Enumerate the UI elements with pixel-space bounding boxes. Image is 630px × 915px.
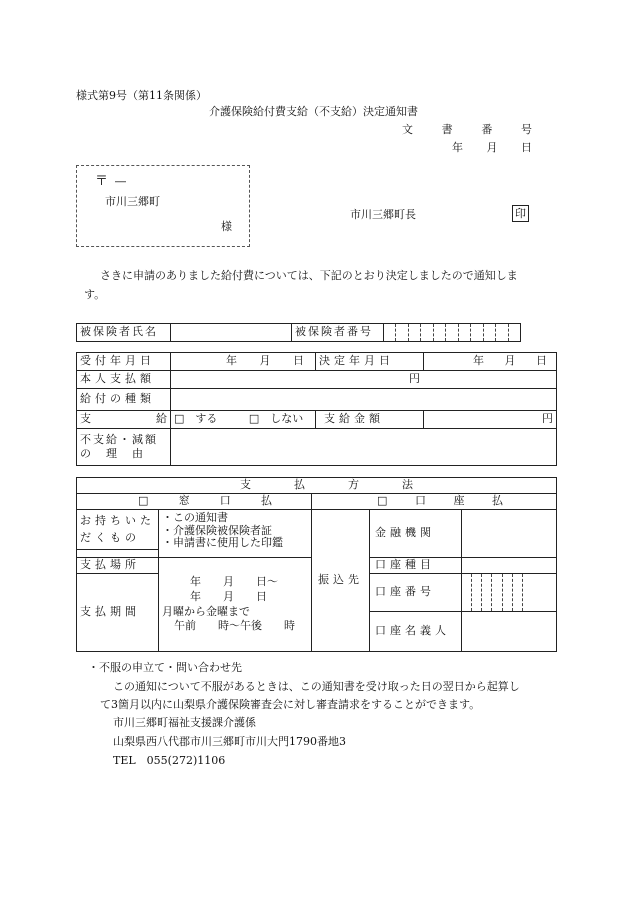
- recipient-town: 市川三郷町: [105, 195, 160, 208]
- account-payment-option[interactable]: □ 口 座 払: [312, 494, 557, 510]
- insured-name-field[interactable]: [171, 324, 292, 342]
- document-number-label: 文 書 番 号: [402, 123, 532, 136]
- bring-item: ・介護保険被保険者証: [162, 523, 272, 537]
- objection-line-1: この通知について不服があるときは、この通知書を受け取った日の翌日から起算し: [113, 680, 520, 693]
- account-holder-label: 口座名義人: [370, 612, 462, 652]
- payment-method-table: [76, 477, 557, 652]
- contact-phone: TEL 055(272)1106: [113, 754, 226, 767]
- payment-decision-options[interactable]: [171, 411, 316, 429]
- form-number: 様式第9号（第11条関係）: [76, 89, 207, 102]
- contact-address: 山梨県西八代郡市川三郷町市川大門1790番地3: [113, 735, 346, 748]
- intro-line-1: さきに申請のありました給付費については、下記のとおり決定しましたので通知しま: [100, 269, 518, 282]
- intro-line-2: す。: [84, 288, 106, 301]
- objection-line-2: て3箇月以内に山梨県介護保険審査会に対し審査請求をすることができます。: [100, 698, 481, 711]
- account-number-label: 口座番号: [370, 574, 462, 612]
- payment-place-label: 支払場所: [77, 558, 159, 574]
- receipt-date-field[interactable]: 年 月 日: [171, 353, 316, 371]
- bring-items-label-spacer: [77, 550, 159, 558]
- seal-mark: 印: [512, 205, 529, 222]
- insured-table: [76, 323, 521, 342]
- decision-table: [76, 352, 557, 466]
- benefit-type-label: 給付の種類: [77, 389, 171, 411]
- account-type-field[interactable]: [462, 558, 557, 574]
- address-box: [76, 165, 250, 247]
- bring-item: ・申請書に使用した印鑑: [162, 536, 283, 550]
- decision-date-label: 決定年月日: [316, 353, 424, 371]
- page-title: 介護保険給付費支給（不支給）決定通知書: [209, 105, 418, 118]
- transfer-destination-label: 振込先: [312, 510, 370, 652]
- option-no[interactable]: □ しない: [248, 412, 304, 426]
- benefit-type-field[interactable]: [171, 389, 557, 411]
- payment-period-field[interactable]: 年 月 日～ 年 月 日 月曜から金曜まで 午前 時～午後 時: [159, 558, 312, 652]
- reason-field[interactable]: [171, 429, 557, 466]
- account-type-label: 口座種目: [370, 558, 462, 574]
- bring-items-list: [159, 510, 312, 558]
- paid-amount-label: 支給金額: [316, 411, 424, 429]
- payment-amount-label: 本人支払額: [77, 371, 171, 389]
- paid-amount-field[interactable]: 円: [424, 411, 557, 429]
- account-number-field[interactable]: [462, 574, 557, 612]
- contact-department: 市川三郷町福祉支援課介護係: [113, 716, 256, 729]
- bring-items-label: お持ちいただくもの: [77, 510, 159, 550]
- insured-number-field[interactable]: [384, 324, 521, 342]
- postal-dash: ―: [115, 175, 126, 188]
- bring-item: ・この通知書: [162, 511, 228, 524]
- insured-name-label: 被保険者氏名: [77, 324, 171, 342]
- receipt-date-label: 受付年月日: [77, 353, 171, 371]
- payment-amount-field[interactable]: 円: [171, 371, 557, 389]
- postal-mark: 〒: [95, 174, 109, 189]
- decision-date-field[interactable]: 年 月 日: [424, 353, 557, 371]
- sender-name: 市川三郷町長: [350, 208, 416, 221]
- bank-field[interactable]: [462, 510, 557, 558]
- reason-label: 不支給・減額の 理 由: [77, 429, 171, 466]
- payment-decision-label: 支 給: [77, 411, 171, 429]
- insured-number-label: 被保険者番号: [292, 324, 384, 342]
- payment-method-header: 支 払 方 法: [77, 478, 557, 494]
- window-payment-option[interactable]: □ 窓 口 払: [77, 494, 312, 510]
- issue-date: 年 月 日: [452, 141, 532, 154]
- option-yes[interactable]: □ する: [174, 412, 218, 426]
- objection-heading: ・不服の申立て・問い合わせ先: [88, 661, 242, 674]
- payment-period-label: 支払期間: [77, 574, 159, 652]
- recipient-honorific: 様: [221, 220, 232, 233]
- account-holder-field[interactable]: [462, 612, 557, 652]
- bank-label: 金融機関: [370, 510, 462, 558]
